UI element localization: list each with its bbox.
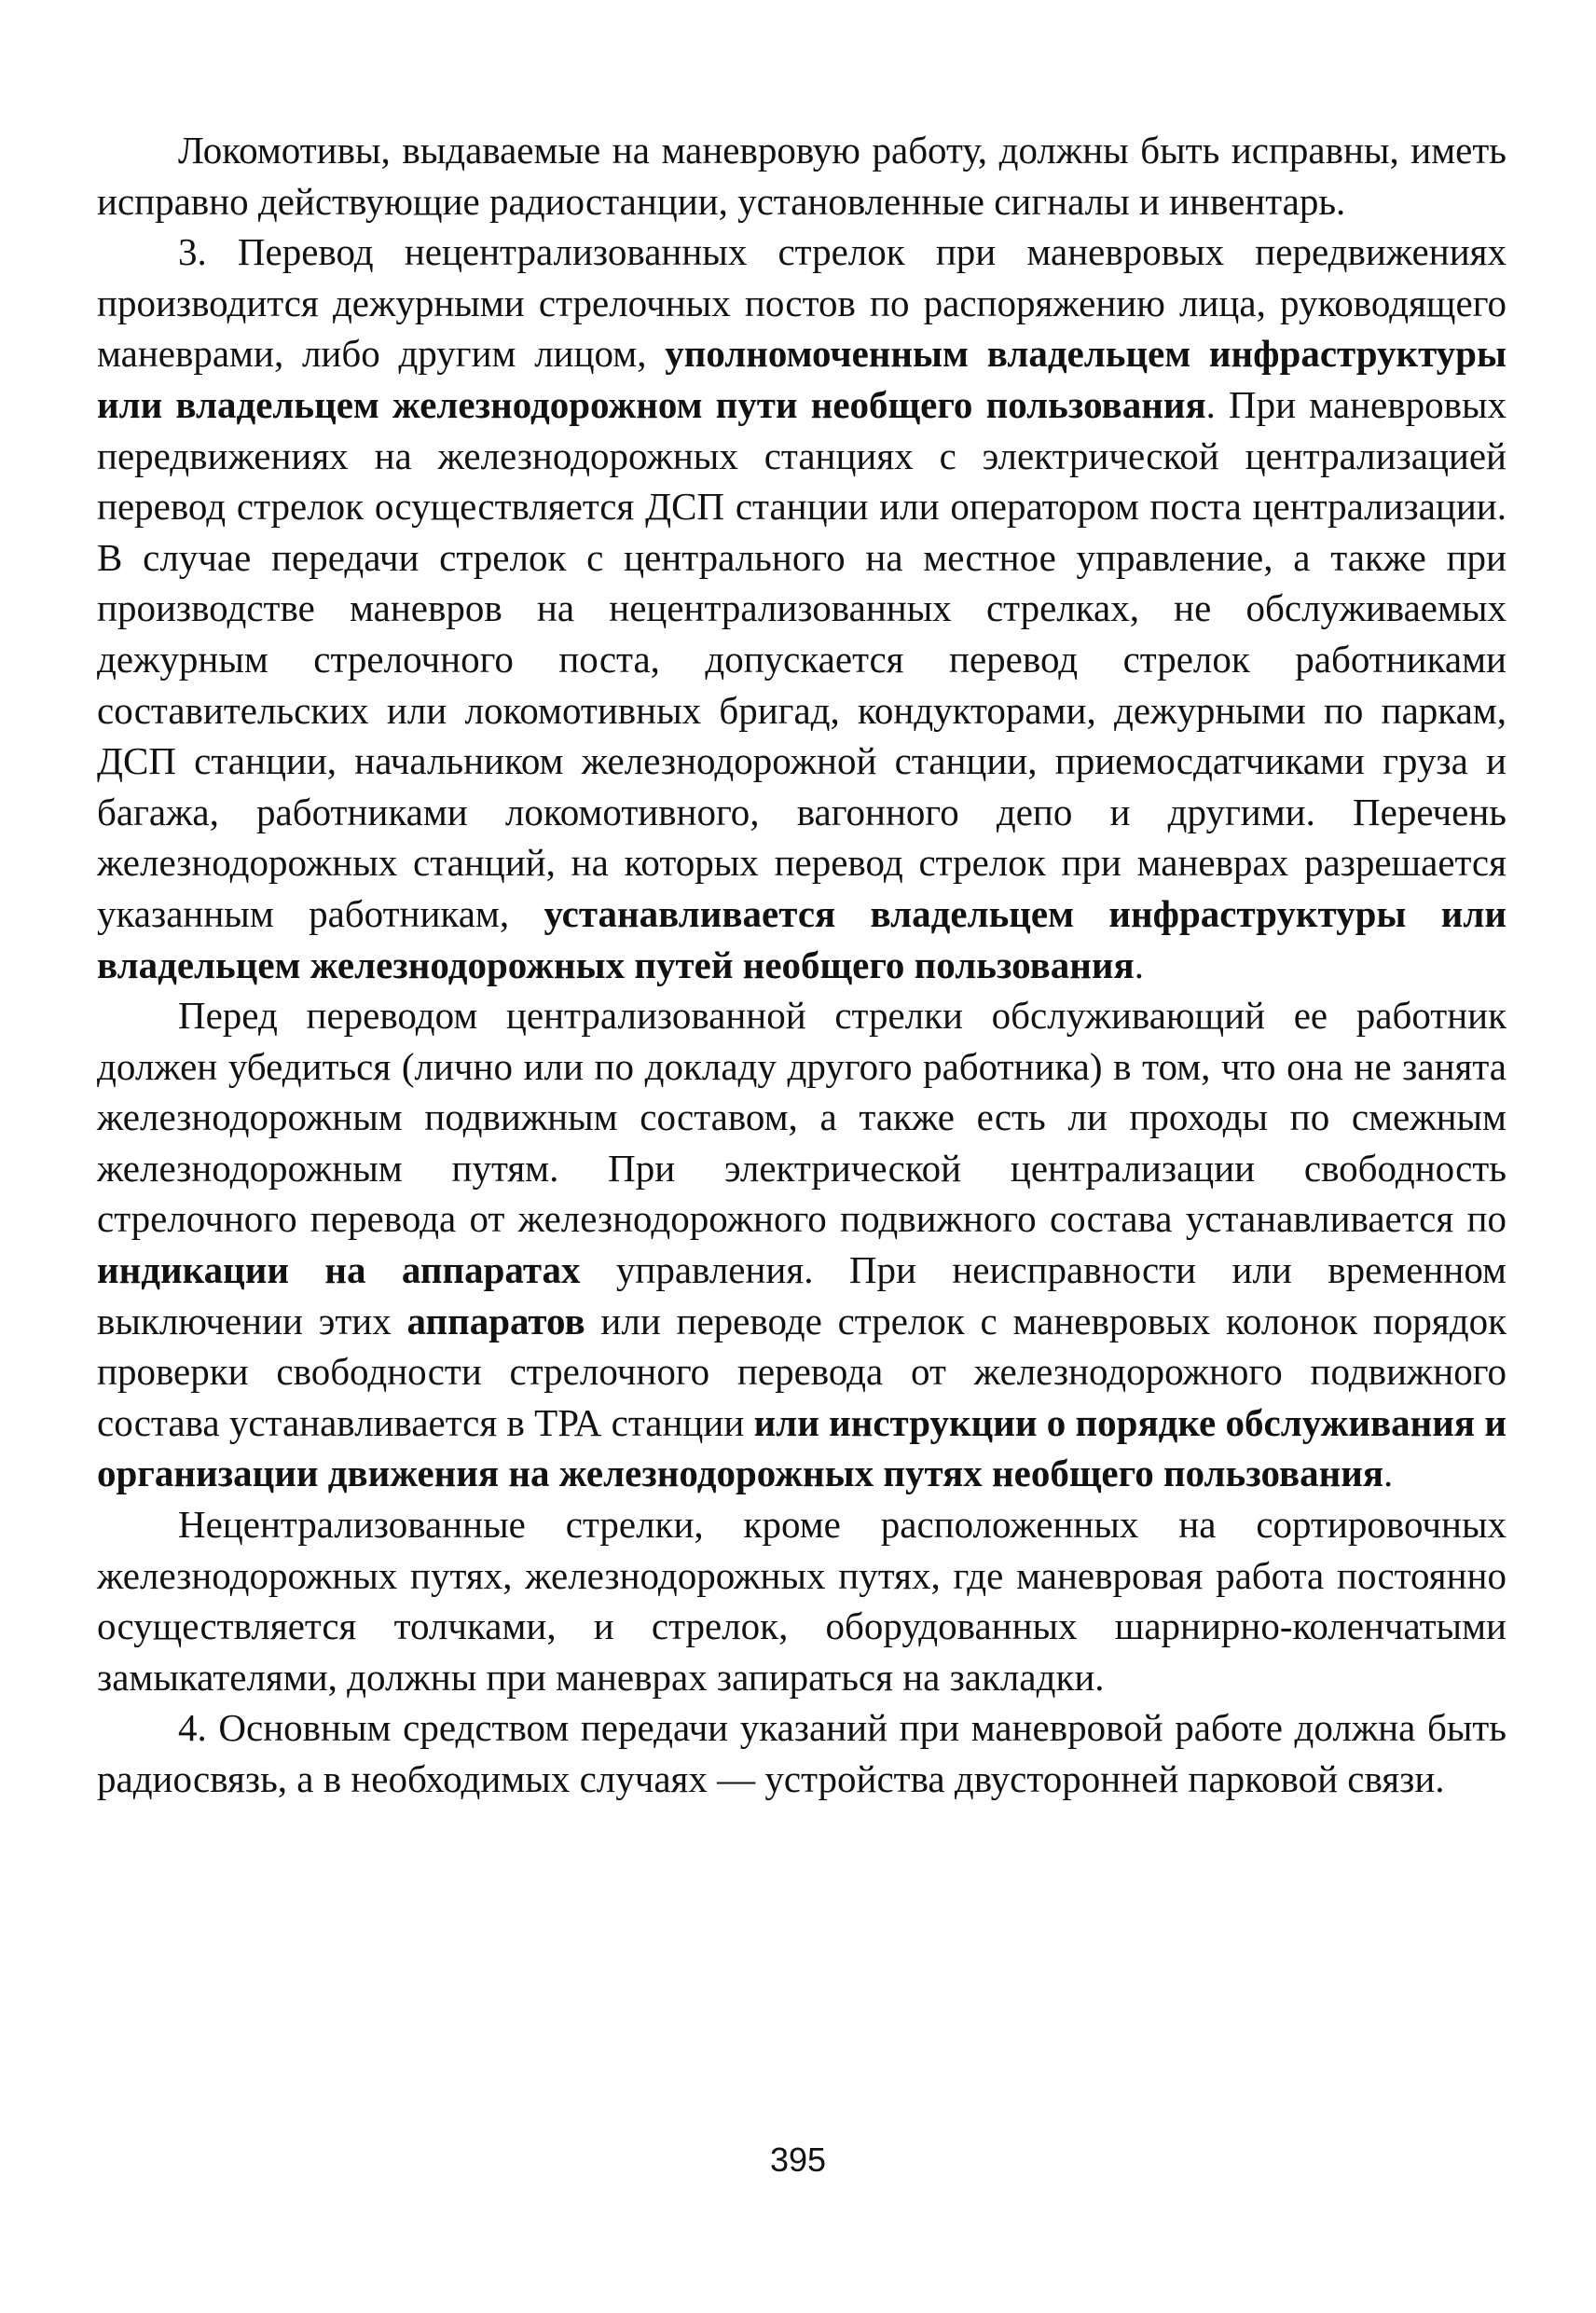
text-segment: 3. Перевод нецентрализованных стрелок при маневровых передвижениях производится дежурными стрелочных постов по распоряжению лица, руководящего маневрами, либо другим лицом,: [97, 230, 1507, 376]
paragraph: [97, 1499, 1507, 1702]
bold-segment: аппаратов: [406, 1299, 585, 1342]
paragraph: [97, 227, 1507, 990]
text-segment: .: [1134, 943, 1144, 986]
page-body: [97, 125, 1507, 1805]
text-segment: . При маневровых передвижениях на железнодорожных станциях с электрической централизацией перевод стрелок осуществляется ДСП станции или оператором поста централизации. В случае передачи стрелок с центрального на местное управление, а также при производстве маневров на нецентрализованных стрелках, не обслуживаемых дежурным стрелочного поста, допускается перевод стрелок работниками составительских или локомотивных бригад, кондукторами, дежурными по паркам, ДСП станции, начальником железнодорожной станции, приемосдатчиками груза и багажа, работниками локомотивного, вагонного депо и другими. Перечень железнодорожных станций, на которых перевод стрелок при маневрах разрешается указанным работникам,: [97, 382, 1507, 935]
bold-segment: индикации на аппаратах: [97, 1248, 581, 1292]
paragraph: [97, 125, 1507, 227]
text-segment: 4. Основным средством передачи указаний при маневровой работе должна быть радиосвязь, а в необходимых случаях — устройства двусторонней парковой связи.: [97, 1706, 1507, 1800]
text-segment: Перед переводом централизованной стрелки обслуживающий ее работник должен убедиться (лично или по докладу другого работника) в том, что она не занята железнодорожным подвижным составом, а также есть ли проходы по смежным железнодорожным путям. При электрической централизации свободность стрелочного перевода от железнодорожного подвижного состава устанавливается по: [97, 994, 1507, 1241]
bold-segment: уполномоченным владельцем инфраструктуры или владельцем железнодорожном пути необщего пользования: [97, 332, 1507, 426]
page-number: 395: [769, 2141, 827, 2179]
bold-segment: или инструкции о порядке обслуживания и организации движения на железнодорожных путях необщего пользования: [97, 1400, 1507, 1495]
text-segment: Нецентрализованные стрелки, кроме расположенных на сортировочных железнодорожных путях, железнодорожных путях, где маневровая работа постоянно осуществляется толчками, и стрелок, оборудованных шарнирно-коленчатыми замыкателями, должны при маневрах запираться на закладки.: [97, 1503, 1507, 1699]
text-segment: .: [1383, 1452, 1394, 1495]
paragraph: [97, 990, 1507, 1499]
paragraph: [97, 1702, 1507, 1804]
text-segment: или переводе стрелок с маневровых колонок порядок проверки свободности стрелочного перевода от железнодорожного подвижного состава устанавливается в ТРА станции: [97, 1299, 1507, 1444]
bold-segment: устанавливается владельцем инфраструктуры или владельцем железнодорожных путей необщего пользования: [97, 891, 1507, 986]
text-segment: управления. При неисправности или временном выключении этих: [97, 1248, 1507, 1342]
text-segment: Локомотивы, выдаваемые на маневровую работу, должны быть исправны, иметь исправно действующие радиостанции, установленные сигналы и инвентарь.: [97, 129, 1507, 223]
